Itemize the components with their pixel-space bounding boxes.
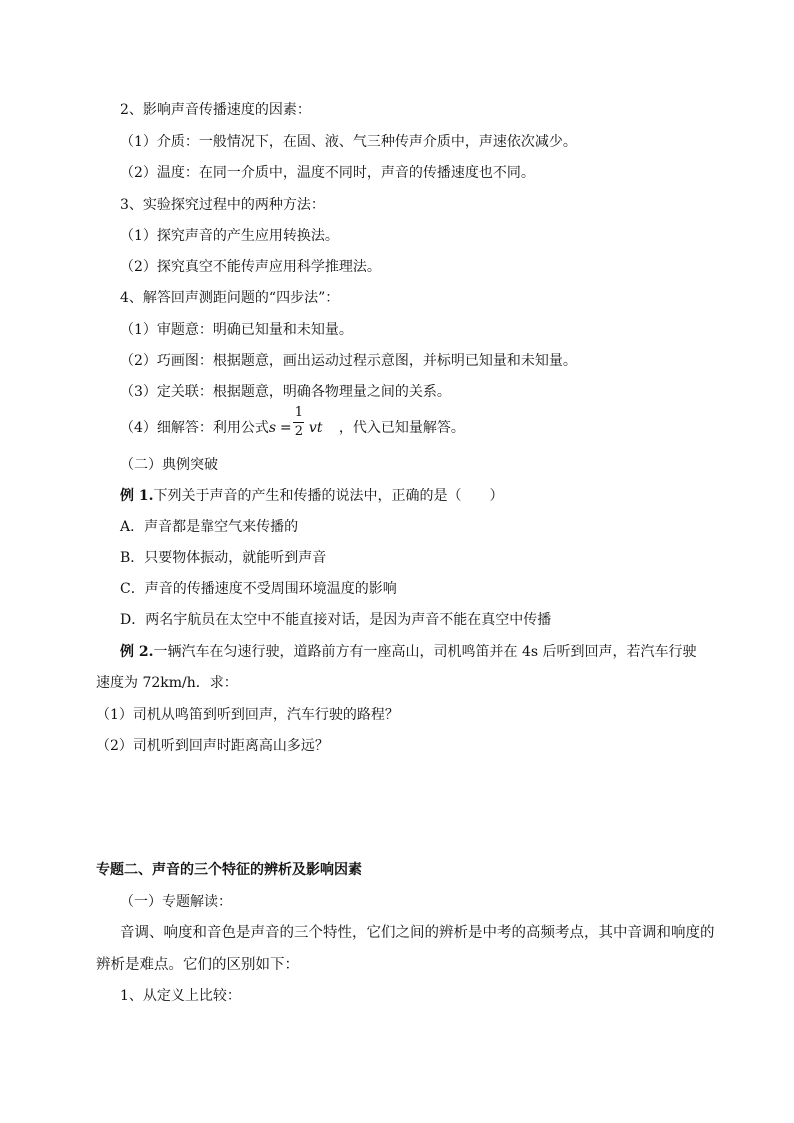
topic-2-paragraph-1: 音调、响度和音色是声音的三个特性，它们之间的辨析是中考的高频考点，其中音调和响度的 [120, 925, 715, 941]
example-1-option-b: B．只要物体振动，就能听到声音 [120, 550, 327, 566]
example-1-text: 下列关于声音的产生和传播的说法中，正确的是（ ） [153, 488, 504, 504]
topic-2-paragraph-2: 辨析是难点。它们的区别如下： [96, 957, 299, 973]
methods-title: 3、实验探究过程中的两种方法： [120, 197, 325, 213]
typical-title: （二）典例突破 [120, 457, 218, 473]
example-1-option-a: A．声音都是靠空气来传播的 [120, 519, 299, 535]
formula-fraction [293, 404, 305, 441]
formula-eq: = [279, 420, 292, 436]
factor-temperature: （2）温度：在同一介质中，温度不同时，声音的传播速度也不同。 [120, 165, 535, 181]
example-2-question-2: （2）司机听到回声时距离高山多远？ [96, 738, 329, 754]
example-2-question-1: （1）司机从鸣笛到听到回声，汽车行驶的路程？ [96, 707, 399, 723]
step-4 [120, 405, 465, 439]
topic-2-title: 专题二、声音的三个特征的辨析及影响因素 [96, 862, 362, 878]
formula [268, 405, 339, 439]
method-1: （1）探究声音的产生应用转换法。 [120, 228, 339, 244]
formula-numerator: 1 [294, 405, 304, 420]
factors-title: 2、影响声音传播速度的因素： [120, 102, 311, 118]
step-1: （1）审题意：明确已知量和未知量。 [120, 322, 353, 338]
topic-2-item-1: 1、从定义上比较： [120, 988, 241, 1004]
factor-medium: （1）介质：一般情况下，在固、液、气三种传声介质中，声速依次减少。 [120, 134, 577, 150]
example-1 [120, 486, 504, 506]
example-1-label: 例 1. [120, 488, 154, 504]
example-2-label: 例 2. [120, 644, 154, 660]
topic-2-subtitle: （一）专题解读： [120, 894, 232, 910]
step-2: （2）巧画图：根据题意，画出运动过程示意图，并标明已知量和未知量。 [120, 353, 577, 369]
step-3: （3）定关联：根据题意，明确各物理量之间的关系。 [120, 384, 451, 400]
example-1-option-d: D．两名宇航员在太空中不能直接对话，是因为声音不能在真空中传播 [120, 612, 552, 628]
example-2-text-1: 一辆汽车在匀速行驶，道路前方有一座高山，司机鸣笛并在 4s 后听到回声，若汽车行驶 [153, 644, 697, 660]
example-2 [120, 642, 697, 662]
step-4-after: ，代入已知量解答。 [338, 420, 465, 436]
method-2: （2）探究真空不能传声应用科学推理法。 [120, 259, 381, 275]
formula-vt: vt [308, 420, 323, 436]
step-4-before: （4）细解答：利用公式 [120, 420, 269, 436]
four-step-title: 4、解答回声测距问题的“四步法”： [120, 290, 340, 306]
formula-s: s [268, 420, 277, 436]
formula-denominator: 2 [294, 424, 304, 439]
example-1-option-c: C．声音的传播速度不受周围环境温度的影响 [120, 581, 397, 597]
example-2-text-2: 速度为 72km/h．求： [96, 675, 238, 691]
